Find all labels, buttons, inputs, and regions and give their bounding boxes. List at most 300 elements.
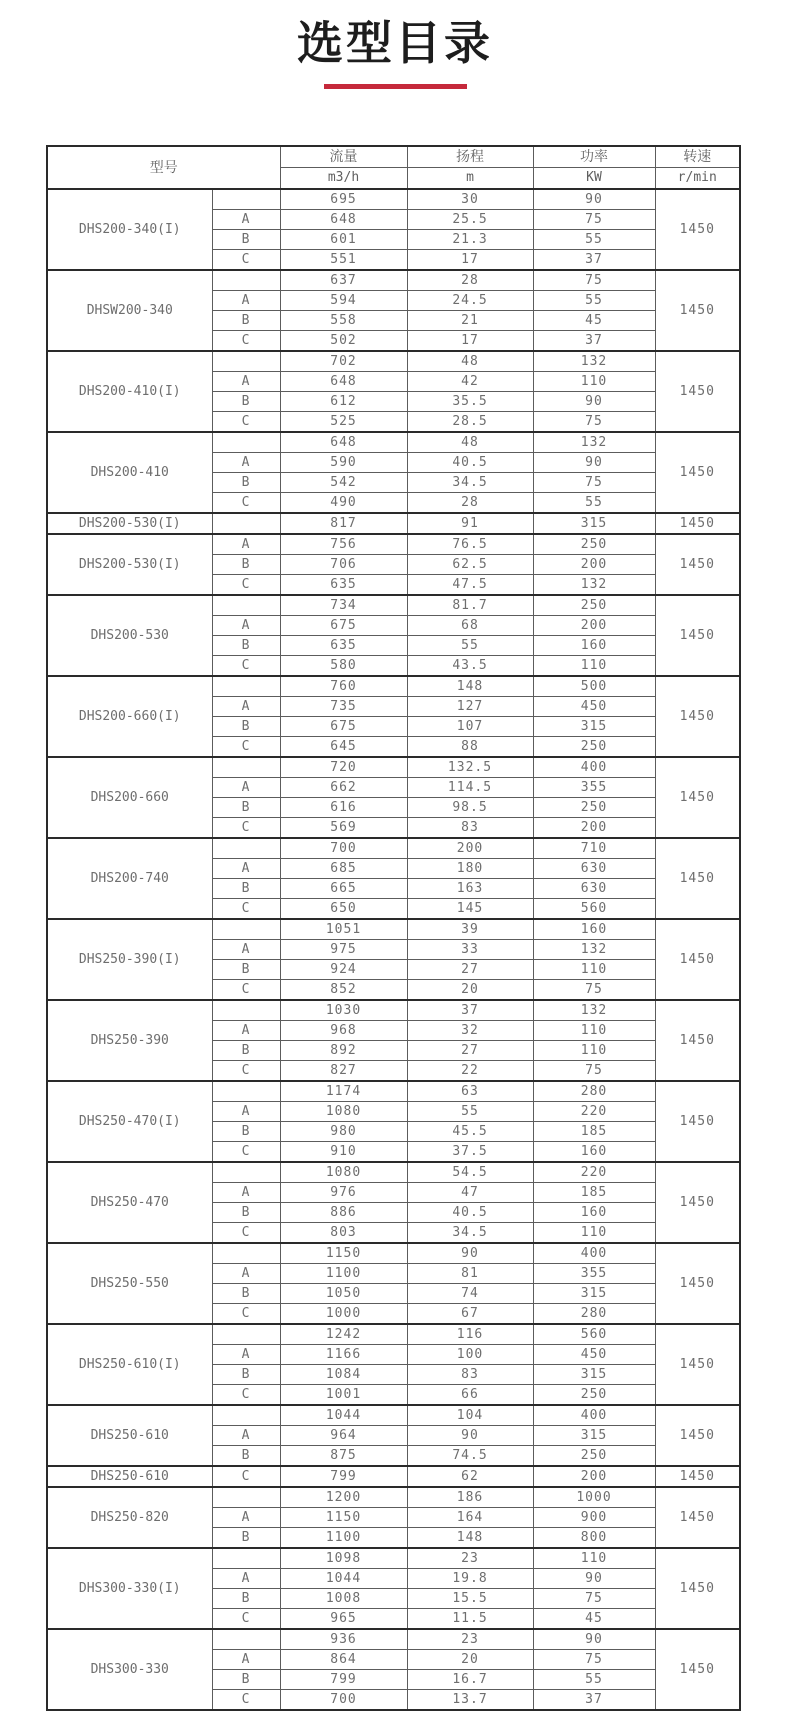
flow-cell: 968: [280, 1021, 407, 1041]
speed-cell: 1450: [655, 270, 740, 351]
power-cell: 132: [533, 432, 655, 453]
head-cell: 47: [407, 1183, 533, 1203]
letter-cell: C: [212, 818, 280, 839]
power-cell: 132: [533, 940, 655, 960]
power-cell: 55: [533, 291, 655, 311]
flow-cell: 964: [280, 1426, 407, 1446]
head-cell: 55: [407, 1102, 533, 1122]
flow-cell: 1008: [280, 1589, 407, 1609]
flow-cell: 1044: [280, 1569, 407, 1589]
letter-cell: [212, 1081, 280, 1102]
speed-cell: 1450: [655, 1000, 740, 1081]
head-cell: 40.5: [407, 1203, 533, 1223]
power-cell: 250: [533, 1385, 655, 1406]
head-cell: 17: [407, 250, 533, 271]
power-cell: 90: [533, 453, 655, 473]
table-row: [47, 1466, 740, 1487]
letter-cell: A: [212, 697, 280, 717]
head-cell: 186: [407, 1487, 533, 1508]
letter-cell: [212, 1000, 280, 1021]
table-row: [47, 351, 740, 372]
letter-cell: C: [212, 1061, 280, 1082]
power-cell: 315: [533, 1426, 655, 1446]
flow-cell: 803: [280, 1223, 407, 1244]
flow-cell: 675: [280, 717, 407, 737]
letter-cell: [212, 1324, 280, 1345]
flow-cell: 635: [280, 636, 407, 656]
head-cell: 24.5: [407, 291, 533, 311]
speed-cell: 1450: [655, 534, 740, 595]
power-cell: 315: [533, 717, 655, 737]
power-cell: 355: [533, 1264, 655, 1284]
flow-cell: 1150: [280, 1243, 407, 1264]
flow-cell: 569: [280, 818, 407, 839]
flow-cell: 675: [280, 616, 407, 636]
power-cell: 185: [533, 1122, 655, 1142]
flow-cell: 1150: [280, 1508, 407, 1528]
power-cell: 45: [533, 1609, 655, 1630]
power-cell: 400: [533, 757, 655, 778]
power-cell: 280: [533, 1304, 655, 1325]
table-row: [47, 432, 740, 453]
power-cell: 75: [533, 1589, 655, 1609]
flow-cell: 924: [280, 960, 407, 980]
flow-cell: 892: [280, 1041, 407, 1061]
head-cell: 88: [407, 737, 533, 758]
model-cell: DHS200-530(I): [47, 513, 212, 534]
letter-cell: C: [212, 493, 280, 514]
head-cell: 37.5: [407, 1142, 533, 1163]
head-cell: 28.5: [407, 412, 533, 433]
flow-cell: 1100: [280, 1264, 407, 1284]
head-cell: 54.5: [407, 1162, 533, 1183]
flow-cell: 695: [280, 189, 407, 210]
flow-cell: 542: [280, 473, 407, 493]
head-cell: 67: [407, 1304, 533, 1325]
col-unit-power: KW: [533, 168, 655, 190]
letter-cell: C: [212, 1142, 280, 1163]
power-cell: 110: [533, 1223, 655, 1244]
power-cell: 90: [533, 392, 655, 412]
col-header-head: 扬程: [407, 146, 533, 168]
flow-cell: 612: [280, 392, 407, 412]
head-cell: 27: [407, 1041, 533, 1061]
flow-cell: 1200: [280, 1487, 407, 1508]
power-cell: 1000: [533, 1487, 655, 1508]
power-cell: 200: [533, 555, 655, 575]
flow-cell: 558: [280, 311, 407, 331]
power-cell: 185: [533, 1183, 655, 1203]
head-cell: 23: [407, 1548, 533, 1569]
title-underline: [324, 84, 467, 89]
col-header-power: 功率: [533, 146, 655, 168]
letter-cell: C: [212, 250, 280, 271]
flow-cell: 551: [280, 250, 407, 271]
power-cell: 110: [533, 372, 655, 392]
flow-cell: 799: [280, 1466, 407, 1487]
letter-cell: [212, 351, 280, 372]
flow-cell: 648: [280, 432, 407, 453]
letter-cell: A: [212, 210, 280, 230]
letter-cell: B: [212, 879, 280, 899]
head-cell: 48: [407, 351, 533, 372]
head-cell: 34.5: [407, 1223, 533, 1244]
speed-cell: 1450: [655, 1162, 740, 1243]
table-row: [47, 1243, 740, 1264]
head-cell: 43.5: [407, 656, 533, 677]
table-row: [47, 1487, 740, 1508]
col-header-flow: 流量: [280, 146, 407, 168]
power-cell: 500: [533, 676, 655, 697]
model-cell: DHS200-740: [47, 838, 212, 919]
speed-cell: 1450: [655, 189, 740, 270]
letter-cell: A: [212, 940, 280, 960]
power-cell: 400: [533, 1405, 655, 1426]
head-cell: 48: [407, 432, 533, 453]
flow-cell: 965: [280, 1609, 407, 1630]
power-cell: 630: [533, 859, 655, 879]
letter-cell: [212, 1162, 280, 1183]
flow-cell: 936: [280, 1629, 407, 1650]
flow-cell: 1080: [280, 1102, 407, 1122]
table-row: [47, 189, 740, 210]
letter-cell: C: [212, 1385, 280, 1406]
head-cell: 30: [407, 189, 533, 210]
power-cell: 220: [533, 1162, 655, 1183]
power-cell: 160: [533, 1203, 655, 1223]
letter-cell: [212, 270, 280, 291]
letter-cell: C: [212, 1609, 280, 1630]
flow-cell: 635: [280, 575, 407, 596]
head-cell: 28: [407, 493, 533, 514]
head-cell: 200: [407, 838, 533, 859]
head-cell: 33: [407, 940, 533, 960]
letter-cell: B: [212, 1041, 280, 1061]
head-cell: 25.5: [407, 210, 533, 230]
head-cell: 83: [407, 1365, 533, 1385]
power-cell: 110: [533, 1548, 655, 1569]
table-row: [47, 676, 740, 697]
model-cell: DHS200-410: [47, 432, 212, 513]
flow-cell: 490: [280, 493, 407, 514]
letter-cell: B: [212, 1284, 280, 1304]
letter-cell: [212, 595, 280, 616]
speed-cell: 1450: [655, 838, 740, 919]
head-cell: 47.5: [407, 575, 533, 596]
flow-cell: 685: [280, 859, 407, 879]
letter-cell: B: [212, 555, 280, 575]
col-unit-speed: r/min: [655, 168, 740, 190]
flow-cell: 1001: [280, 1385, 407, 1406]
model-cell: DHS200-660(I): [47, 676, 212, 757]
power-cell: 280: [533, 1081, 655, 1102]
model-cell: DHS200-660: [47, 757, 212, 838]
flow-cell: 1166: [280, 1345, 407, 1365]
speed-cell: 1450: [655, 1081, 740, 1162]
letter-cell: [212, 1487, 280, 1508]
letter-cell: C: [212, 412, 280, 433]
head-cell: 107: [407, 717, 533, 737]
speed-cell: 1450: [655, 432, 740, 513]
model-cell: DHS250-390: [47, 1000, 212, 1081]
flow-cell: 975: [280, 940, 407, 960]
power-cell: 75: [533, 270, 655, 291]
head-cell: 19.8: [407, 1569, 533, 1589]
letter-cell: B: [212, 1203, 280, 1223]
power-cell: 90: [533, 1569, 655, 1589]
head-cell: 45.5: [407, 1122, 533, 1142]
head-cell: 127: [407, 697, 533, 717]
model-cell: DHS200-530: [47, 595, 212, 676]
power-cell: 90: [533, 1629, 655, 1650]
table-row: [47, 1324, 740, 1345]
head-cell: 35.5: [407, 392, 533, 412]
flow-cell: 799: [280, 1670, 407, 1690]
flow-cell: 700: [280, 1690, 407, 1711]
flow-cell: 637: [280, 270, 407, 291]
head-cell: 100: [407, 1345, 533, 1365]
page-title: 选型目录: [297, 16, 493, 70]
head-cell: 145: [407, 899, 533, 920]
letter-cell: B: [212, 473, 280, 493]
head-cell: 28: [407, 270, 533, 291]
power-cell: 315: [533, 1284, 655, 1304]
letter-cell: B: [212, 311, 280, 331]
power-cell: 250: [533, 534, 655, 555]
head-cell: 74: [407, 1284, 533, 1304]
power-cell: 132: [533, 575, 655, 596]
letter-cell: C: [212, 1690, 280, 1711]
flow-cell: 1084: [280, 1365, 407, 1385]
table-row: [47, 534, 740, 555]
flow-cell: 650: [280, 899, 407, 920]
letter-cell: A: [212, 1264, 280, 1284]
flow-cell: 864: [280, 1650, 407, 1670]
power-cell: 200: [533, 616, 655, 636]
speed-cell: 1450: [655, 1243, 740, 1324]
speed-cell: 1450: [655, 1466, 740, 1487]
letter-cell: B: [212, 1528, 280, 1549]
power-cell: 110: [533, 1021, 655, 1041]
flow-cell: 502: [280, 331, 407, 352]
power-cell: 315: [533, 513, 655, 534]
letter-cell: A: [212, 1426, 280, 1446]
letter-cell: [212, 1243, 280, 1264]
flow-cell: 827: [280, 1061, 407, 1082]
head-cell: 21.3: [407, 230, 533, 250]
head-cell: 34.5: [407, 473, 533, 493]
head-cell: 90: [407, 1243, 533, 1264]
letter-cell: A: [212, 291, 280, 311]
head-cell: 148: [407, 676, 533, 697]
letter-cell: B: [212, 392, 280, 412]
table-row: [47, 270, 740, 291]
letter-cell: B: [212, 636, 280, 656]
letter-cell: A: [212, 453, 280, 473]
col-header-model: 型号: [47, 146, 280, 189]
flow-cell: 665: [280, 879, 407, 899]
head-cell: 32: [407, 1021, 533, 1041]
power-cell: 250: [533, 595, 655, 616]
model-cell: DHS250-470(I): [47, 1081, 212, 1162]
power-cell: 710: [533, 838, 655, 859]
speed-cell: 1450: [655, 1629, 740, 1710]
flow-cell: 616: [280, 798, 407, 818]
power-cell: 630: [533, 879, 655, 899]
table-row: [47, 838, 740, 859]
letter-cell: C: [212, 1466, 280, 1487]
flow-cell: 1174: [280, 1081, 407, 1102]
head-cell: 20: [407, 980, 533, 1001]
head-cell: 148: [407, 1528, 533, 1549]
speed-cell: 1450: [655, 595, 740, 676]
letter-cell: [212, 676, 280, 697]
letter-cell: A: [212, 859, 280, 879]
flow-cell: 1000: [280, 1304, 407, 1325]
flow-cell: 1080: [280, 1162, 407, 1183]
head-cell: 20: [407, 1650, 533, 1670]
head-cell: 62: [407, 1466, 533, 1487]
flow-cell: 662: [280, 778, 407, 798]
table-row: [47, 1405, 740, 1426]
power-cell: 250: [533, 1446, 655, 1467]
head-cell: 39: [407, 919, 533, 940]
flow-cell: 590: [280, 453, 407, 473]
letter-cell: A: [212, 1650, 280, 1670]
letter-cell: B: [212, 1365, 280, 1385]
power-cell: 132: [533, 1000, 655, 1021]
model-cell: DHS250-820: [47, 1487, 212, 1548]
col-unit-head: m: [407, 168, 533, 190]
letter-cell: [212, 1405, 280, 1426]
flow-cell: 910: [280, 1142, 407, 1163]
letter-cell: A: [212, 778, 280, 798]
letter-cell: A: [212, 616, 280, 636]
flow-cell: 1242: [280, 1324, 407, 1345]
flow-cell: 852: [280, 980, 407, 1001]
head-cell: 114.5: [407, 778, 533, 798]
head-cell: 17: [407, 331, 533, 352]
power-cell: 200: [533, 818, 655, 839]
flow-cell: 1030: [280, 1000, 407, 1021]
selection-catalog-table: [46, 145, 741, 1711]
model-cell: DHS300-330(I): [47, 1548, 212, 1629]
head-cell: 180: [407, 859, 533, 879]
model-cell: DHS250-610(I): [47, 1324, 212, 1405]
model-cell: DHS200-530(I): [47, 534, 212, 595]
head-cell: 23: [407, 1629, 533, 1650]
letter-cell: [212, 189, 280, 210]
speed-cell: 1450: [655, 1487, 740, 1548]
letter-cell: A: [212, 1569, 280, 1589]
head-cell: 91: [407, 513, 533, 534]
power-cell: 315: [533, 1365, 655, 1385]
head-cell: 104: [407, 1405, 533, 1426]
power-cell: 560: [533, 899, 655, 920]
letter-cell: A: [212, 1183, 280, 1203]
model-cell: DHS200-340(I): [47, 189, 212, 270]
letter-cell: B: [212, 1589, 280, 1609]
power-cell: 160: [533, 919, 655, 940]
power-cell: 75: [533, 1650, 655, 1670]
letter-cell: [212, 1629, 280, 1650]
letter-cell: B: [212, 1446, 280, 1467]
power-cell: 355: [533, 778, 655, 798]
letter-cell: C: [212, 737, 280, 758]
letter-cell: A: [212, 1508, 280, 1528]
head-cell: 55: [407, 636, 533, 656]
power-cell: 55: [533, 1670, 655, 1690]
speed-cell: 1450: [655, 676, 740, 757]
head-cell: 27: [407, 960, 533, 980]
flow-cell: 702: [280, 351, 407, 372]
speed-cell: 1450: [655, 351, 740, 432]
power-cell: 160: [533, 636, 655, 656]
table-row: [47, 757, 740, 778]
power-cell: 400: [533, 1243, 655, 1264]
power-cell: 450: [533, 697, 655, 717]
flow-cell: 1044: [280, 1405, 407, 1426]
letter-cell: A: [212, 534, 280, 555]
power-cell: 132: [533, 351, 655, 372]
letter-cell: C: [212, 899, 280, 920]
letter-cell: [212, 513, 280, 534]
letter-cell: [212, 838, 280, 859]
head-cell: 68: [407, 616, 533, 636]
letter-cell: C: [212, 1223, 280, 1244]
flow-cell: 1050: [280, 1284, 407, 1304]
power-cell: 800: [533, 1528, 655, 1549]
flow-cell: 720: [280, 757, 407, 778]
letter-cell: A: [212, 1345, 280, 1365]
flow-cell: 648: [280, 372, 407, 392]
speed-cell: 1450: [655, 513, 740, 534]
header-row-labels: [47, 146, 740, 168]
flow-cell: 1051: [280, 919, 407, 940]
power-cell: 560: [533, 1324, 655, 1345]
flow-cell: 1098: [280, 1548, 407, 1569]
power-cell: 37: [533, 250, 655, 271]
flow-cell: 601: [280, 230, 407, 250]
table-row: [47, 919, 740, 940]
letter-cell: [212, 1548, 280, 1569]
col-unit-flow: m3/h: [280, 168, 407, 190]
flow-cell: 1100: [280, 1528, 407, 1549]
flow-cell: 980: [280, 1122, 407, 1142]
model-cell: DHS250-550: [47, 1243, 212, 1324]
flow-cell: 760: [280, 676, 407, 697]
head-cell: 13.7: [407, 1690, 533, 1711]
flow-cell: 734: [280, 595, 407, 616]
power-cell: 37: [533, 331, 655, 352]
power-cell: 220: [533, 1102, 655, 1122]
letter-cell: B: [212, 717, 280, 737]
flow-cell: 817: [280, 513, 407, 534]
flow-cell: 875: [280, 1446, 407, 1467]
speed-cell: 1450: [655, 1548, 740, 1629]
power-cell: 75: [533, 1061, 655, 1082]
head-cell: 132.5: [407, 757, 533, 778]
head-cell: 76.5: [407, 534, 533, 555]
letter-cell: B: [212, 230, 280, 250]
speed-cell: 1450: [655, 1405, 740, 1466]
head-cell: 98.5: [407, 798, 533, 818]
power-cell: 55: [533, 493, 655, 514]
flow-cell: 648: [280, 210, 407, 230]
head-cell: 90: [407, 1426, 533, 1446]
head-cell: 74.5: [407, 1446, 533, 1467]
letter-cell: C: [212, 575, 280, 596]
